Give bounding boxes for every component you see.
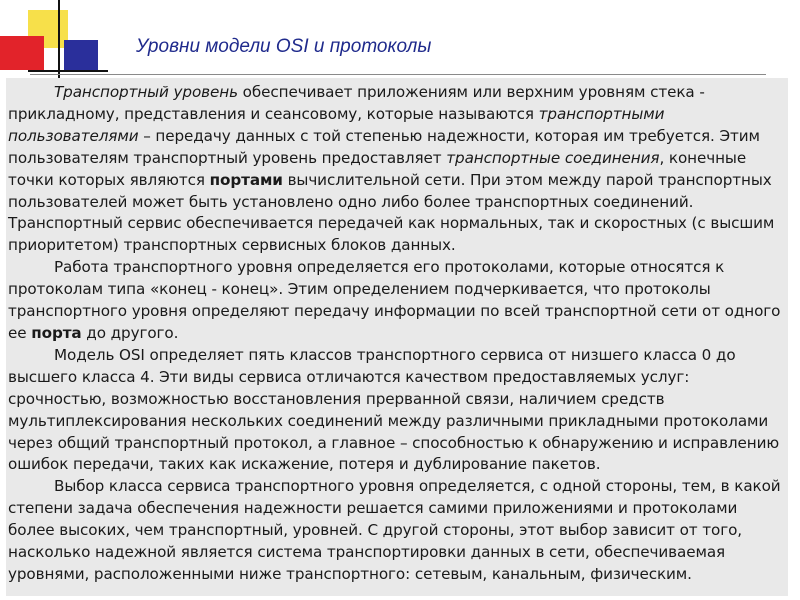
text-span: , конечные точки которых являются [8, 148, 747, 189]
text-span: – передачу данных с той степенью надежности, которая им требуется. Этим пользователям транспортный уровень предоставляет [8, 126, 760, 167]
paragraph-4 [8, 476, 784, 586]
slide-body-text [8, 82, 784, 586]
blue-square [64, 40, 98, 70]
text-span: до другого. [81, 323, 179, 342]
bold-port: порта [31, 323, 82, 342]
title-divider [30, 74, 766, 75]
text-span: Работа транспортного уровня определяется его протоколами, которые относятся к протоколам типа «конец - конец». Этим определением подчеркивается, что протоколы транспортного уровня определяют передачу информации по всей транспортной сети от одного ее [8, 258, 781, 342]
paragraph-3 [8, 345, 784, 476]
paragraph-1 [8, 82, 784, 257]
text-span: вычислительной сети. При этом между парой транспортных пользователей может быть установлено одно либо более транспортных соединений. Транспортный сервис обеспечивается передачей как нормальных, так и скоростных (с высшим приоритетом) транспортных сервисных блоков данных. [8, 170, 775, 255]
text-span: обеспечивает приложениям или верхним уровням стека - прикладному, представления и сеансовому, которые называются [8, 83, 705, 123]
bold-ports: портами [209, 170, 283, 189]
red-square [0, 36, 44, 70]
lead-term: Транспортный уровень [54, 83, 238, 101]
text-span: Выбор класса сервиса транспортного уровня определяется, с одной стороны, тем, в какой степени задача обеспечения надежности решается самими приложениями и протоколами более высоких, чем транспортный, уровней. С другой стороны, этот выбор зависит от того, насколько надежной является система транспортировки данных в сети, обеспечиваемая уровнями, расположенными ниже транспортного: сетевым, канальным, физическим. [8, 477, 781, 583]
logo-horizontal-line [28, 70, 108, 72]
text-span: Модель OSI определяет пять классов транспортного сервиса от низшего класса 0 до высшего класса 4. Эти виды сервиса отличаются качеством предоставляемых услуг: срочностью, возможностью восстановления прерванной связи, наличием средств мультиплексирования нескольких соединений между различными прикладными протоколами через общий транспортный протокол, а главное – способностью к обнаружению и исправлению ошибок передачи, таких как искажение, потеря и дублирование пакетов. [8, 345, 780, 474]
slide-logo-graphic [0, 0, 110, 90]
slide-title: Уровни модели OSI и протоколы [136, 36, 432, 57]
term-transport-users: транспортными пользователями [8, 104, 665, 145]
paragraph-2 [8, 257, 784, 345]
term-transport-connections: транспортные соединения [446, 148, 660, 167]
